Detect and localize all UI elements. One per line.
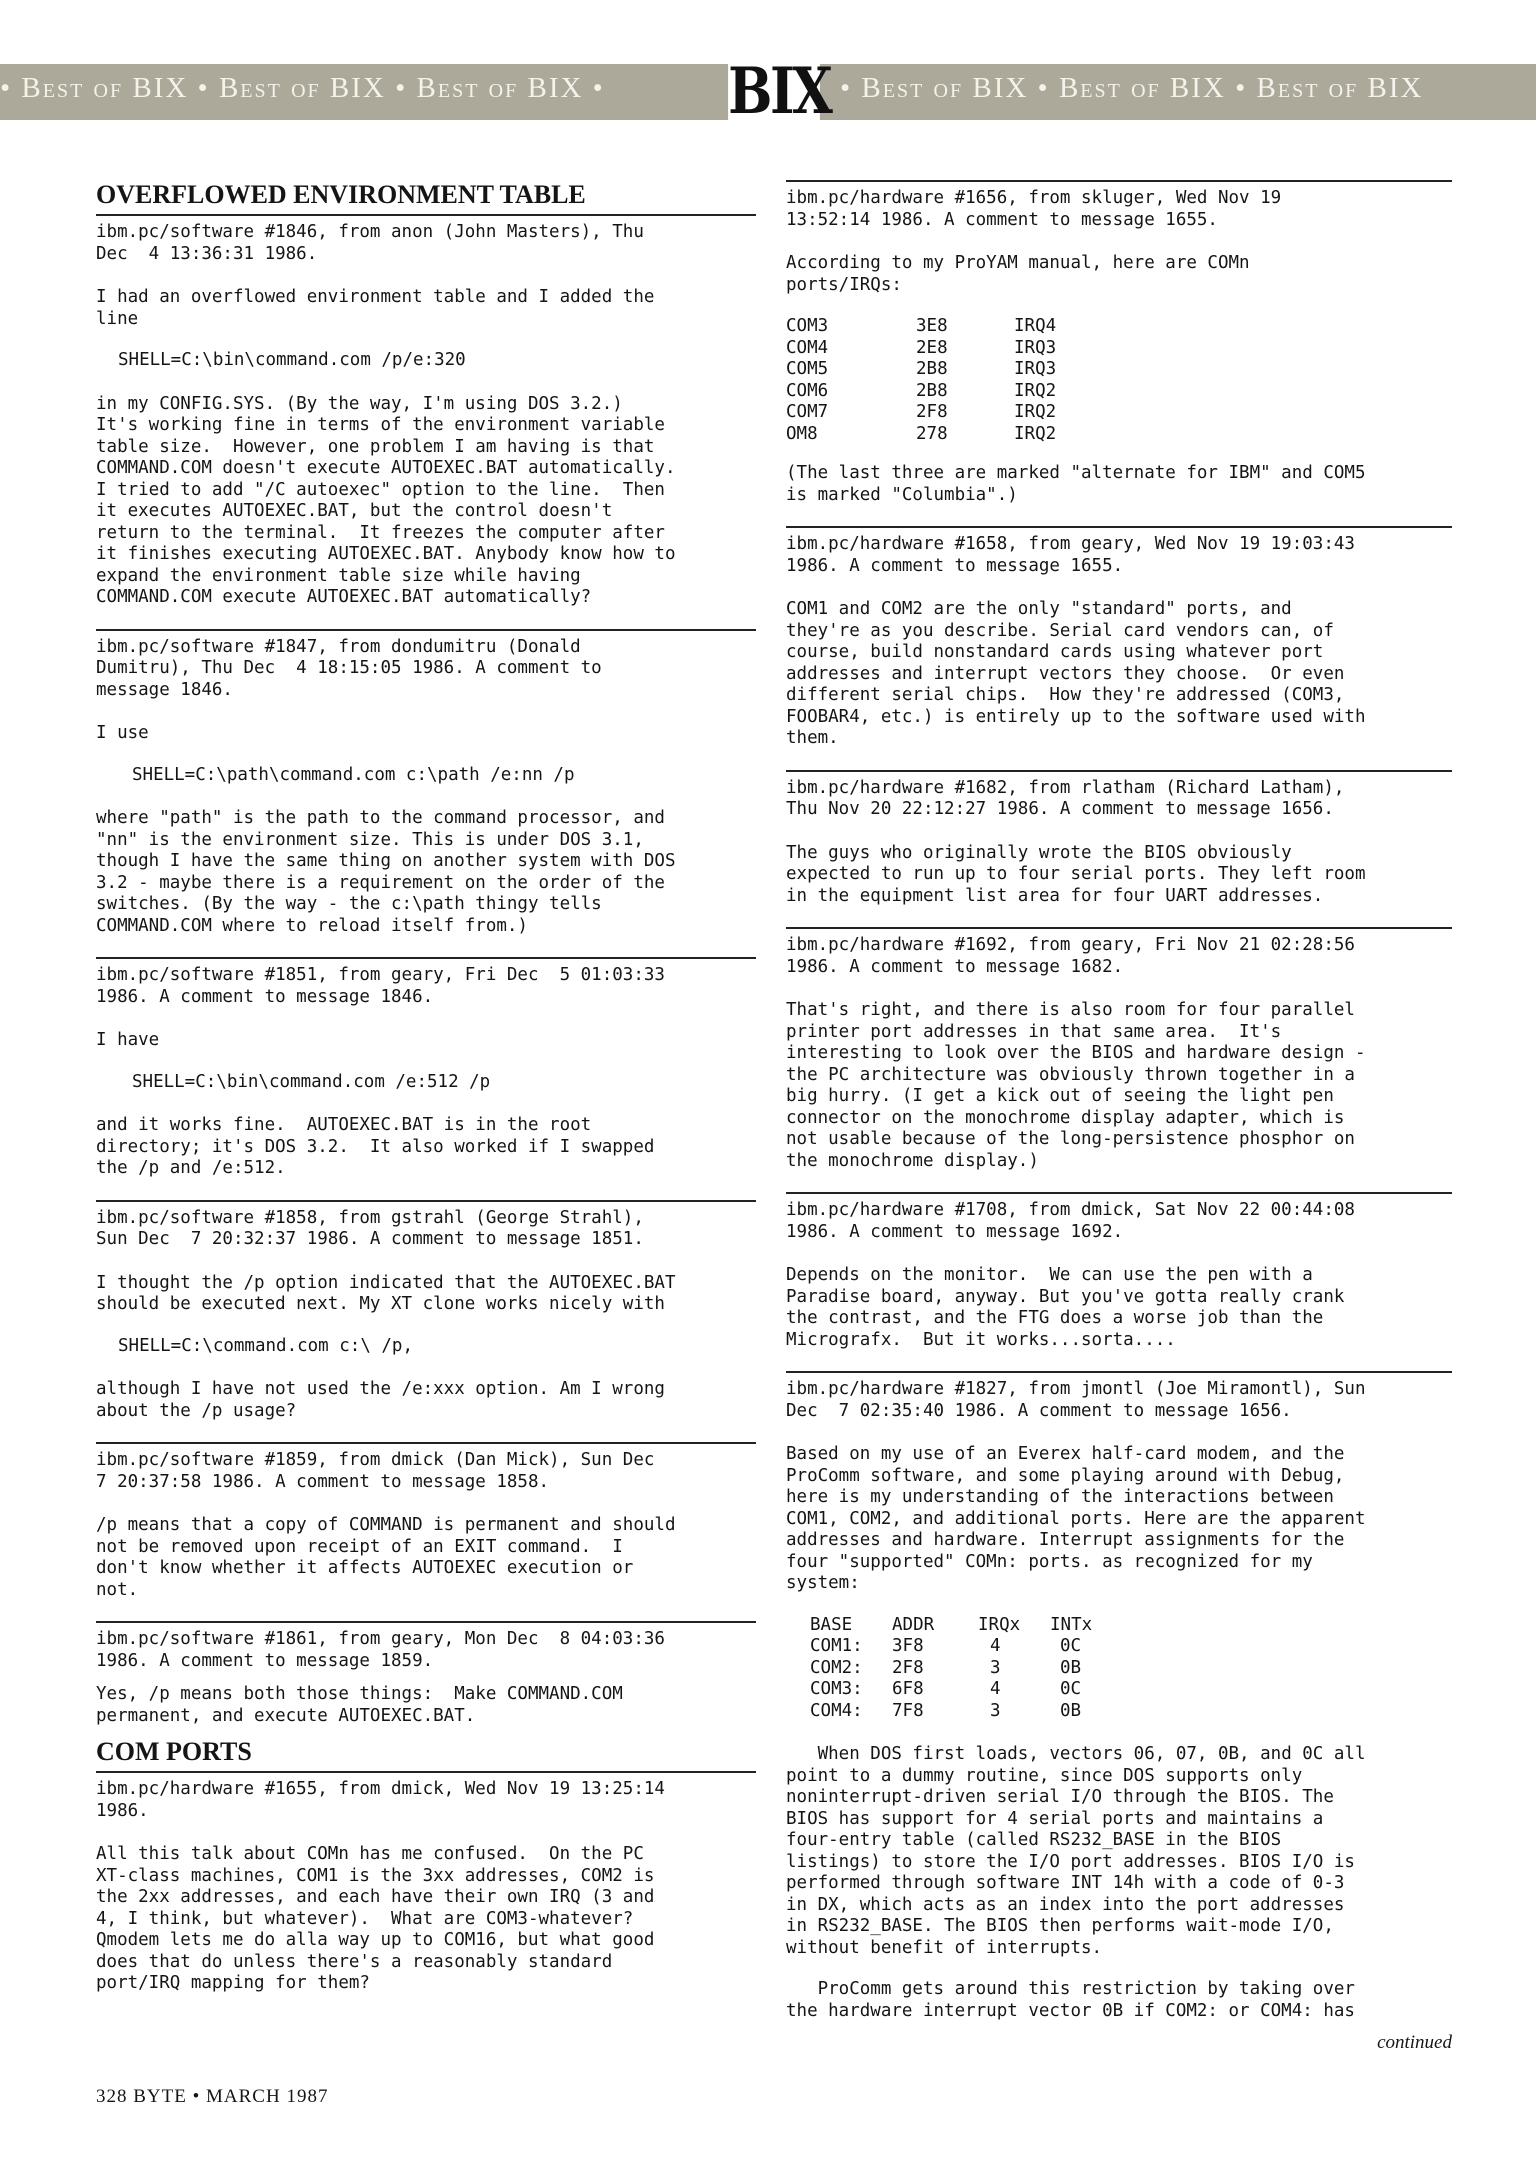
message-1846 bbox=[96, 222, 756, 609]
command-line: SHELL=C:\bin\command.com /e:512 /p bbox=[132, 1071, 491, 1092]
table-cell: 2F8 bbox=[916, 402, 948, 422]
table-cell: 3 bbox=[990, 1657, 1001, 1678]
message-header: ibm.pc/software #1846, from anon (John Masters), Thu Dec 4 13:36:31 1986. bbox=[96, 222, 644, 264]
table-body bbox=[786, 316, 1056, 445]
table-cell: 7F8 bbox=[892, 1700, 924, 1721]
continued-label: continued bbox=[1377, 2032, 1452, 2053]
message-body: (The last three are marked "alternate for IBM" and COM5 is marked "Columbia".) bbox=[786, 463, 1366, 505]
command-line: SHELL=C:\command.com c:\ /p, bbox=[118, 1335, 414, 1356]
table-cell: 0C bbox=[1060, 1679, 1082, 1699]
message-header: ibm.pc/software #1861, from geary, Mon Dec 8 04:03:36 1986. A comment to message 1859. bbox=[96, 1629, 665, 1671]
table-cell: COM5 bbox=[786, 359, 829, 379]
message-body: although I have not used the /e:xxx option. Am I wrong about the /p usage? bbox=[96, 1379, 665, 1421]
table-cell: 3E8 bbox=[916, 316, 948, 336]
message-body: I thought the /p option indicated that the AUTOEXEC.BAT should be executed next. My XT clone works nicely with bbox=[96, 1272, 676, 1314]
command-line: SHELL=C:\bin\command.com /p/e:320 bbox=[118, 350, 466, 370]
table-body bbox=[810, 1615, 1092, 1723]
table-cell: 278 bbox=[916, 423, 948, 444]
table-cell: IRQ3 bbox=[1014, 337, 1057, 358]
table-row bbox=[786, 338, 1056, 360]
message-header: ibm.pc/hardware #1708, from dmick, Sat Nov 22 00:44:08 1986. A comment to message 1692. bbox=[786, 1200, 1355, 1242]
table-cell: 0B bbox=[1060, 1700, 1082, 1721]
table-cell: IRQ3 bbox=[1014, 359, 1057, 379]
table-cell: 2B8 bbox=[916, 380, 948, 401]
message-header: ibm.pc/hardware #1692, from geary, Fri Nov 21 02:28:56 1986. A comment to message 1682. bbox=[786, 935, 1355, 977]
message-header: ibm.pc/software #1851, from geary, Fri Dec 5 01:03:33 1986. A comment to message 1846. bbox=[96, 965, 665, 1007]
message-1859 bbox=[96, 1442, 756, 1601]
table-cell: COM4 bbox=[786, 337, 829, 358]
table-cell: IRQ4 bbox=[1014, 316, 1057, 336]
table-row bbox=[786, 381, 1056, 403]
table-cell: COM1: bbox=[810, 1636, 863, 1656]
table-cell: 0B bbox=[1060, 1657, 1082, 1678]
message-1861 bbox=[96, 1621, 756, 1727]
message-header: ibm.pc/software #1858, from gstrahl (George Strahl), Sun Dec 7 20:32:37 1986. A comment to message 1851. bbox=[96, 1207, 644, 1249]
table-row bbox=[810, 1679, 1092, 1701]
table-header-cell: INTx bbox=[1050, 1614, 1093, 1635]
table-cell: COM6 bbox=[786, 380, 829, 401]
table-cell: IRQ2 bbox=[1014, 380, 1057, 401]
table-cell: 4 bbox=[990, 1679, 1001, 1699]
message-body: in my CONFIG.SYS. (By the way, I'm using DOS 3.2.) It's working fine in terms of the environment variable table size. However, one problem I am having is that COMMAND.COM doesn't execute AUTOEXEC.BAT automatically. I tried to add "/C autoexec" option to the line. Then it executes AUTOEXEC.BAT, but the control doesn't return to the terminal. It freezes the computer after it finishes executing AUTOEXEC.BAT. Anybody know how to expand the environment table size while having COMMAND.COM execute AUTOEXEC.BAT automatically? bbox=[96, 393, 676, 607]
message-body: I had an overflowed environment table and I added the line bbox=[96, 287, 655, 329]
message-header: ibm.pc/hardware #1658, from geary, Wed Nov 19 19:03:43 1986. A comment to message 1655. bbox=[786, 534, 1355, 576]
message-body: ProComm gets around this restriction by taking over the hardware interrupt vector 0B if COM2: or COM4: has bbox=[786, 1979, 1355, 2021]
message-1692 bbox=[786, 927, 1452, 1172]
message-1682 bbox=[786, 770, 1452, 908]
table-row bbox=[786, 424, 1056, 446]
section-heading-com-ports: COM PORTS bbox=[96, 1737, 756, 1773]
bix-logo: BIX bbox=[728, 54, 831, 129]
message-body: That's right, and there is also room for four parallel printer port addresses in that same area. It's interesting to look over the BIOS and hardware design - the PC architecture was obviously thrown together in a big hurry. (I get a kick out of seeing the light pen connector on the monochrome display adapter, which is not usable because of the long-persistence phosphor on the monochrome display.) bbox=[786, 1000, 1366, 1171]
table-header-row bbox=[810, 1615, 1092, 1637]
com-port-irq-table bbox=[786, 316, 1056, 445]
table-cell: 0C bbox=[1060, 1636, 1082, 1656]
right-column bbox=[786, 180, 1452, 2054]
table-row bbox=[786, 316, 1056, 338]
message-body: COM1 and COM2 are the only "standard" ports, and they're as you describe. Serial card vendors can, of course, build nonstandard cards using whatever port addresses and interrupt vectors they choose. Or even different serial chips. How they're addressed (COM3, FOOBAR4, etc.) is entirely up to the software used with them. bbox=[786, 599, 1366, 748]
table-header-cell: IRQx bbox=[978, 1614, 1021, 1635]
table-cell: COM2: bbox=[810, 1657, 863, 1678]
table-cell: 4 bbox=[990, 1636, 1001, 1656]
message-header: ibm.pc/software #1859, from dmick (Dan Mick), Sun Dec 7 20:37:58 1986. A comment to message 1858. bbox=[96, 1450, 655, 1492]
message-body: /p means that a copy of COMMAND is permanent and should not be removed upon receipt of an EXIT command. I don't know whether it affects AUTOEXEC execution or not. bbox=[96, 1515, 676, 1600]
message-header: ibm.pc/hardware #1656, from skluger, Wed Nov 19 13:52:14 1986. A comment to message 1655. bbox=[786, 188, 1282, 230]
table-row bbox=[786, 402, 1056, 424]
table-cell: OM8 bbox=[786, 423, 818, 444]
message-header: ibm.pc/hardware #1655, from dmick, Wed Nov 19 13:25:14 1986. bbox=[96, 1779, 665, 1821]
message-header: ibm.pc/hardware #1827, from jmontl (Joe Miramontl), Sun Dec 7 02:35:40 1986. A comment to message 1656. bbox=[786, 1379, 1366, 1421]
message-body: Depends on the monitor. We can use the pen with a Paradise board, anyway. But you've gotta really crank the contrast, and the FTG does a worse job than the Micrografx. But it works...sorta.... bbox=[786, 1265, 1345, 1350]
message-1658 bbox=[786, 526, 1452, 750]
table-cell: IRQ2 bbox=[1014, 423, 1057, 444]
message-body: I have bbox=[96, 1030, 160, 1050]
table-cell: COM4: bbox=[810, 1700, 863, 1721]
table-header-cell: BASE bbox=[810, 1614, 853, 1635]
com-interrupt-table bbox=[810, 1615, 1092, 1723]
message-body: Based on my use of an Everex half-card modem, and the ProComm software, and some playing around with Debug, here is my understanding of the interactions between COM1, COM2, and additional ports. Here are the apparent addresses and hardware. Interrupt assignments for the four "supported" COMn: ports. as recognized for my system: bbox=[786, 1444, 1366, 1593]
message-1847 bbox=[96, 629, 756, 938]
message-body: The guys who originally wrote the BIOS obviously expected to run up to four serial ports. They left room in the equipment list area for four UART addresses. bbox=[786, 842, 1366, 906]
banner-left-text: • Best of BIX • Best of BIX • Best of BIX • bbox=[0, 72, 605, 104]
table-row bbox=[810, 1636, 1092, 1658]
table-cell: COM7 bbox=[786, 402, 829, 422]
table-row bbox=[810, 1658, 1092, 1680]
command-line: SHELL=C:\path\command.com c:\path /e:nn /p bbox=[132, 764, 575, 785]
message-body: I use bbox=[96, 723, 149, 743]
table-header-cell: ADDR bbox=[892, 1614, 935, 1635]
table-cell: 2B8 bbox=[916, 359, 948, 379]
message-1851 bbox=[96, 957, 756, 1180]
message-1827 bbox=[786, 1371, 1452, 2022]
table-cell: COM3 bbox=[786, 316, 829, 336]
message-1656 bbox=[786, 180, 1452, 506]
section-heading-overflowed-environment-table: OVERFLOWED ENVIRONMENT TABLE bbox=[96, 180, 756, 216]
table-cell: 3 bbox=[990, 1700, 1001, 1721]
left-column bbox=[96, 180, 756, 2015]
message-body: Yes, /p means both those things: Make COMMAND.COM permanent, and execute AUTOEXEC.BAT. bbox=[96, 1684, 623, 1726]
message-1858 bbox=[96, 1200, 756, 1423]
table-cell: 6F8 bbox=[892, 1679, 924, 1699]
page-footer: 328 BYTE • MARCH 1987 bbox=[96, 2086, 329, 2107]
table-cell: IRQ2 bbox=[1014, 402, 1057, 422]
table-cell: 2F8 bbox=[892, 1657, 924, 1678]
message-body: When DOS first loads, vectors 06, 07, 0B, and 0C all point to a dummy routine, since DOS supports only noninterrupt-driven serial I/O through the BIOS. The BIOS has support for 4 serial ports and maintains a four-entry table (called RS232_BASE in the BIOS listings) to store the I/O port addresses. BIOS I/O is performed through software INT 14h with a code of 0-3 in DX, which acts as an index into the port addresses in RS232_BASE. The BIOS then performs wait-mode I/O, without benefit of interrupts. bbox=[786, 1744, 1366, 1958]
message-body: where "path" is the path to the command processor, and "nn" is the environment size. This is under DOS 3.1, though I have the same thing on another system with DOS 3.2 - maybe there is a requirement on the order of the switches. (By the way - the c:\path thingy tells COMMAND.COM where to reload itself from.) bbox=[96, 808, 676, 936]
message-1708 bbox=[786, 1192, 1452, 1351]
message-body: According to my ProYAM manual, here are COMn ports/IRQs: bbox=[786, 253, 1250, 295]
table-row bbox=[786, 359, 1056, 381]
message-1655 bbox=[96, 1779, 756, 1995]
message-header: ibm.pc/hardware #1682, from rlatham (Richard Latham), Thu Nov 20 22:12:27 1986. A comment to message 1656. bbox=[786, 777, 1345, 819]
banner-right-text: • Best of BIX • Best of BIX • Best of BIX bbox=[840, 72, 1424, 104]
table-row bbox=[810, 1701, 1092, 1723]
table-cell: COM3: bbox=[810, 1679, 863, 1699]
table-cell: 3F8 bbox=[892, 1636, 924, 1656]
message-body: All this talk about COMn has me confused. On the PC XT-class machines, COM1 is the 3xx addresses, COM2 is the 2xx addresses, and each have their own IRQ (3 and 4, I think, but whatever). What are COM3-whatever? Qmodem lets me do alla way up to COM16, but what good does that do unless there's a reasonably standard port/IRQ mapping for them? bbox=[96, 1844, 655, 1993]
message-header: ibm.pc/software #1847, from dondumitru (Donald Dumitru), Thu Dec 4 18:15:05 1986. A comment to message 1846. bbox=[96, 636, 602, 700]
message-body: and it works fine. AUTOEXEC.BAT is in the root directory; it's DOS 3.2. It also worked if I swapped the /p and /e:512. bbox=[96, 1115, 655, 1178]
table-cell: 2E8 bbox=[916, 337, 948, 358]
